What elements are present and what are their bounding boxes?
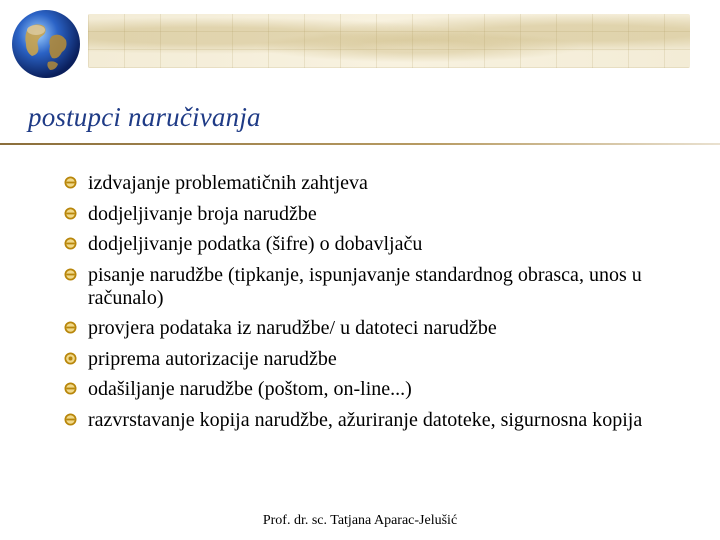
disc-line-bullet-icon [64, 207, 77, 220]
disc-line-bullet-icon [64, 268, 77, 281]
list-item-text: dodjeljivanje podatka (šifre) o dobavljaču [88, 233, 423, 255]
list-item [64, 264, 684, 310]
footer-author: Prof. dr. sc. Tatjana Aparac-Jelušić [262, 513, 458, 528]
disc-line-bullet-icon [64, 382, 77, 395]
bullet-list [64, 172, 684, 439]
list-item-text: izdvajanje problematičnih zahtjeva [88, 172, 368, 194]
disc-line-bullet-icon [64, 321, 77, 334]
disc-line-bullet-icon [64, 413, 77, 426]
title-divider [0, 143, 720, 145]
map-banner-image [88, 14, 690, 68]
list-item-text: odašiljanje narudžbe (poštom, on-line...) [88, 378, 412, 400]
disc-dot-bullet-icon [64, 352, 77, 365]
list-item-text: dodjeljivanje broja narudžbe [88, 202, 317, 225]
list-item [64, 317, 684, 340]
list-item-text: pisanje narudžbe (tipkanje, ispunjavanje standardnog obrasca, unos u računalo) [88, 263, 642, 309]
list-item [64, 348, 684, 371]
list-item-text: priprema autorizacije narudžbe [88, 347, 337, 370]
list-item-text: provjera podataka iz narudžbe/ u datoteci narudžbe [88, 317, 497, 339]
list-item [64, 203, 684, 226]
list-item [64, 233, 684, 256]
list-item [64, 378, 684, 401]
list-item [64, 172, 684, 195]
disc-line-bullet-icon [64, 237, 77, 250]
list-item-text: razvrstavanje kopija narudžbe, ažuriranje datoteke, sigurnosna kopija [88, 408, 643, 431]
slide-title: postupci naručivanja [28, 102, 261, 132]
list-item [64, 409, 684, 432]
disc-line-bullet-icon [64, 176, 77, 189]
globe-icon [8, 6, 84, 82]
